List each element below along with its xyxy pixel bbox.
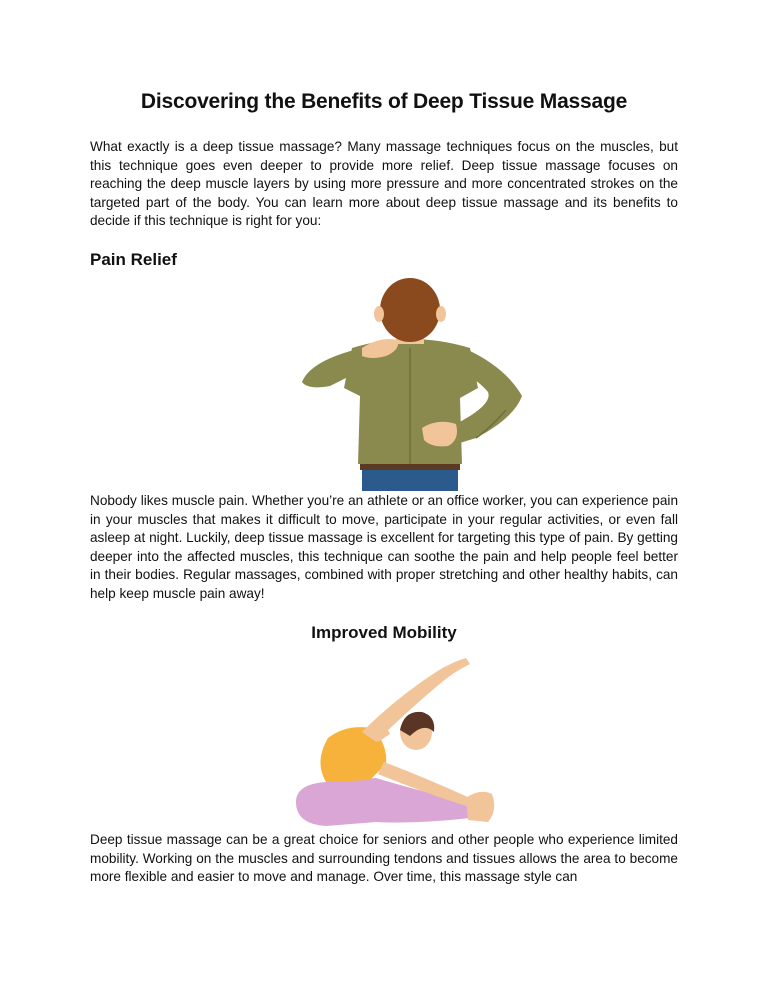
- section-heading-pain-relief: Pain Relief: [90, 250, 177, 269]
- pants: [296, 778, 470, 826]
- improved-mobility-paragraph: Deep tissue massage can be a great choice for seniors and other people who experience limited mobility. Working on the muscles and surrounding tendons and tissues allows the area to become more flexible and easier to move and manage. Over time, this massage style can: [90, 832, 678, 885]
- stretching-illustration: [266, 652, 506, 832]
- back-pain-illustration: [300, 278, 530, 491]
- head: [380, 278, 440, 342]
- page-title: Discovering the Benefits of Deep Tissue Massage: [140, 90, 628, 113]
- section-heading-improved-mobility: Improved Mobility: [311, 623, 457, 642]
- pain-relief-paragraph: Nobody likes muscle pain. Whether you’re an athlete or an office worker, you can experience pain in your muscles that makes it difficult to move, participate in your regular activities, or even fall asleep at night. Luckily, deep tissue massage is excellent for targeting this type of pain. By getting deeper into the affected muscles, this technique can soothe the pain and help people feel better in their bodies. Regular massages, combined with proper stretching and other healthy habits, can help keep muscle pain away!: [90, 493, 678, 601]
- foot: [466, 792, 494, 822]
- intro-paragraph: What exactly is a deep tissue massage? Many massage techniques focus on the muscles, but this technique goes even deeper to provide more relief. Deep tissue massage focuses on reaching the deep muscle layers by using more pressure and more concentrated strokes on the targeted part of the body. You can learn more about deep tissue massage and its benefits to decide if this technique is right for you:: [90, 139, 678, 229]
